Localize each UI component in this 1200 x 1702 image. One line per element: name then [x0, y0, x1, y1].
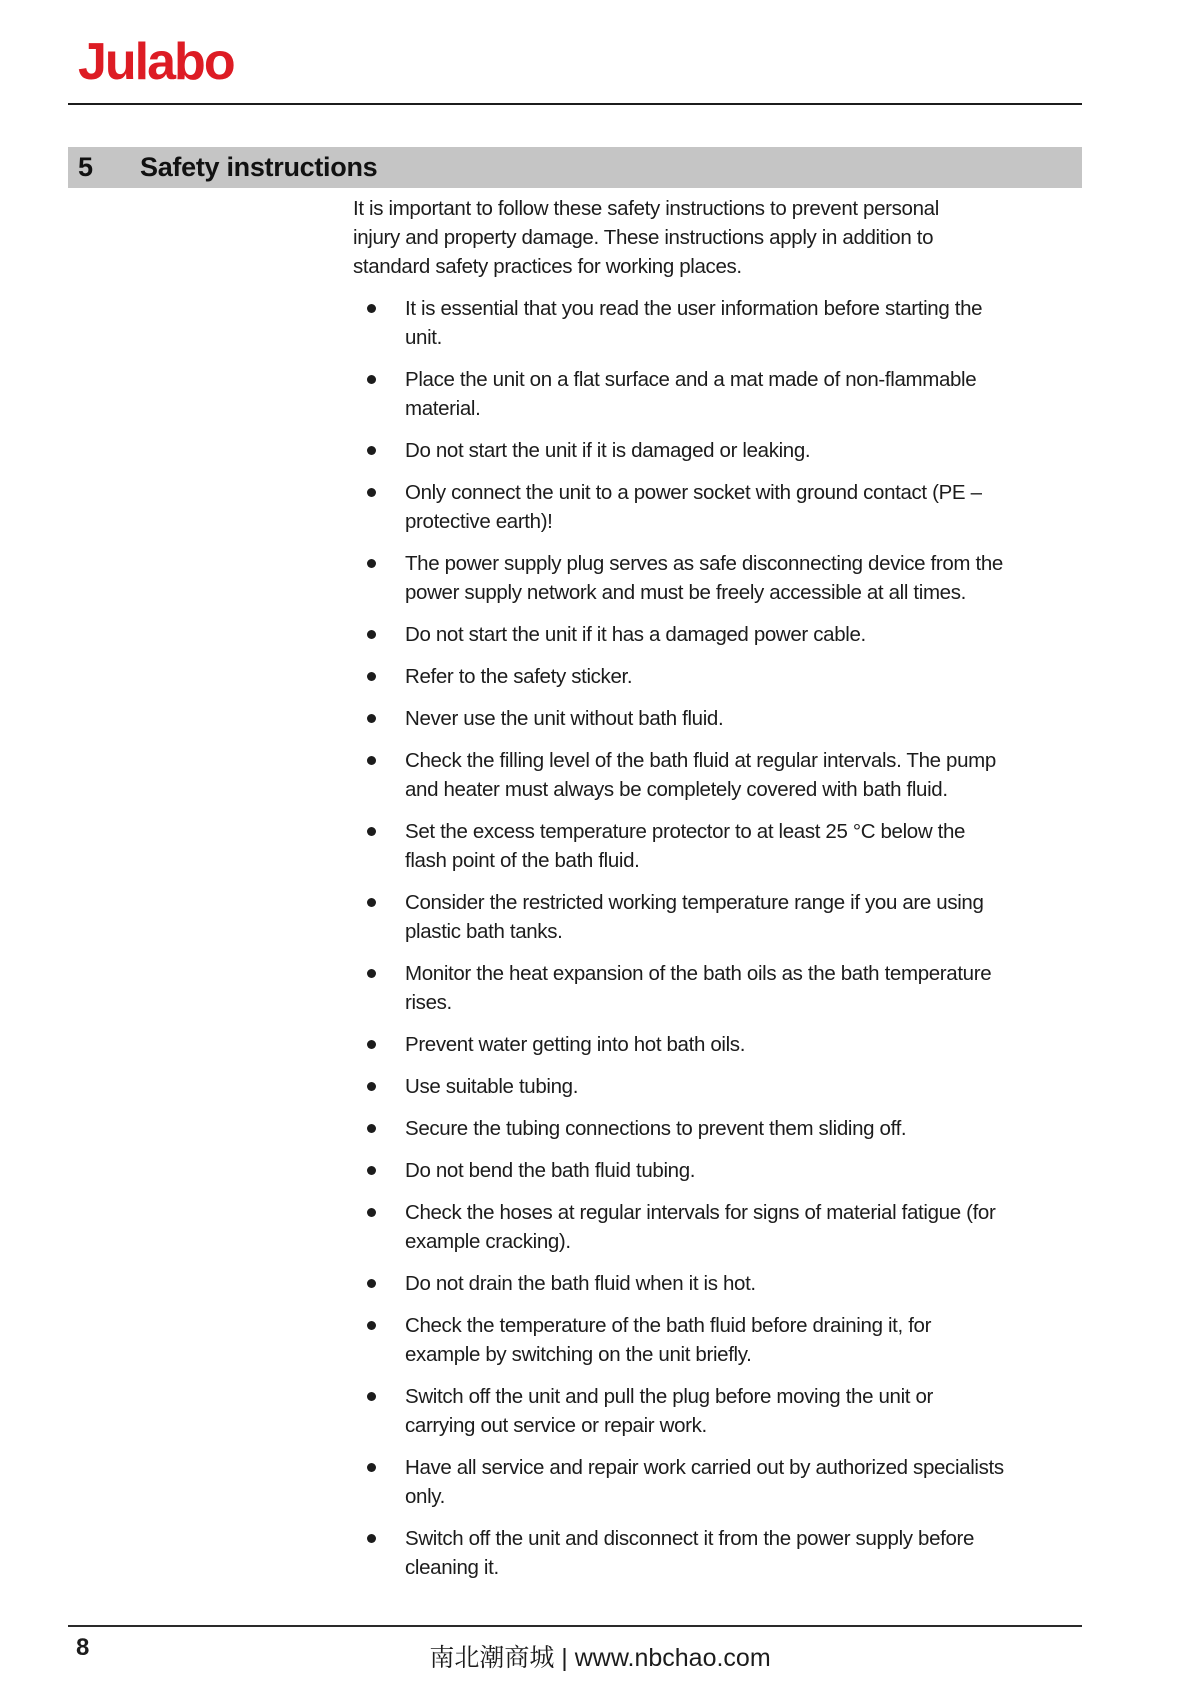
safety-instruction-item [353, 365, 1008, 423]
bullet-dot-icon [367, 1279, 376, 1288]
safety-instruction-item [353, 549, 1008, 607]
safety-instruction-item [353, 1114, 1008, 1143]
safety-instruction-text: Switch off the unit and pull the plug before moving the unit or carrying out service or repair work. [405, 1385, 934, 1437]
safety-instruction-item [353, 1269, 1008, 1298]
safety-instruction-text: Only connect the unit to a power socket with ground contact (PE – protective earth)! [405, 481, 982, 533]
safety-instruction-text: Have all service and repair work carried out by authorized specialists only. [405, 1456, 1004, 1508]
safety-instruction-item [353, 1072, 1008, 1101]
safety-instruction-item [353, 959, 1008, 1017]
safety-instruction-item [353, 1198, 1008, 1256]
safety-instruction-item [353, 1382, 1008, 1440]
bullet-dot-icon [367, 714, 376, 723]
safety-instruction-item [353, 1524, 1008, 1582]
section-body [353, 194, 1033, 1595]
bullet-dot-icon [367, 756, 376, 765]
safety-instruction-item [353, 1156, 1008, 1185]
safety-instruction-text: Monitor the heat expansion of the bath oils as the bath temperature rises. [405, 962, 992, 1014]
bullet-dot-icon [367, 969, 376, 978]
bullet-dot-icon [367, 446, 376, 455]
safety-instruction-item [353, 704, 1008, 733]
bullet-dot-icon [367, 1040, 376, 1049]
safety-instruction-text: Place the unit on a flat surface and a mat made of non-flammable material. [405, 368, 977, 420]
safety-instruction-text: Secure the tubing connections to prevent them sliding off. [405, 1117, 907, 1140]
safety-instruction-text: Check the filling level of the bath fluid at regular intervals. The pump and heater must always be completely covered with bath fluid. [405, 749, 996, 801]
bullet-dot-icon [367, 1321, 376, 1330]
safety-instruction-text: Refer to the safety sticker. [405, 665, 633, 688]
safety-instruction-text: Switch off the unit and disconnect it from the power supply before cleaning it. [405, 1527, 975, 1579]
julabo-logo: Julabo [78, 33, 234, 91]
safety-instruction-item [353, 888, 1008, 946]
safety-instruction-text: Do not start the unit if it is damaged or leaking. [405, 439, 811, 462]
bullet-dot-icon [367, 304, 376, 313]
section-title: Safety instructions [140, 152, 378, 182]
safety-instruction-item [353, 817, 1008, 875]
safety-instruction-text: Consider the restricted working temperature range if you are using plastic bath tanks. [405, 891, 984, 943]
safety-instruction-item [353, 620, 1008, 649]
footer-divider [68, 1625, 1082, 1627]
safety-instruction-item [353, 746, 1008, 804]
safety-instruction-item [353, 1311, 1008, 1369]
safety-instruction-item [353, 478, 1008, 536]
watermark-text: 南北潮商城 | www.nbchao.com [429, 1644, 771, 1672]
section-number: 5 [78, 152, 94, 182]
bullet-dot-icon [367, 827, 376, 836]
safety-instruction-item [353, 1453, 1008, 1511]
safety-instruction-text: Do not bend the bath fluid tubing. [405, 1159, 696, 1182]
safety-instruction-text: Set the excess temperature protector to at least 25 °C below the flash point of the bath fluid. [405, 820, 966, 872]
section-header [68, 147, 1082, 188]
safety-instruction-item [353, 294, 1008, 352]
header-divider [68, 103, 1082, 105]
bullet-dot-icon [367, 559, 376, 568]
bullet-dot-icon [367, 375, 376, 384]
intro-paragraph: It is important to follow these safety instructions to prevent personal injury and property damage. These instructions apply in addition to standard safety practices for working places. [353, 197, 939, 278]
safety-instruction-text: Check the hoses at regular intervals for signs of material fatigue (for example cracking). [405, 1201, 996, 1253]
page-number: 8 [76, 1634, 90, 1661]
safety-instruction-item [353, 1030, 1008, 1059]
safety-instruction-text: Check the temperature of the bath fluid before draining it, for example by switching on the unit briefly. [405, 1314, 932, 1366]
safety-instruction-text: It is essential that you read the user information before starting the unit. [405, 297, 983, 349]
safety-instruction-item [353, 436, 1008, 465]
bullet-dot-icon [367, 1534, 376, 1543]
bullet-dot-icon [367, 672, 376, 681]
bullet-dot-icon [367, 1166, 376, 1175]
safety-instruction-text: The power supply plug serves as safe disconnecting device from the power supply network and must be freely accessible at all times. [405, 552, 1003, 604]
safety-instruction-text: Do not start the unit if it has a damaged power cable. [405, 623, 866, 646]
bullet-dot-icon [367, 488, 376, 497]
bullet-dot-icon [367, 898, 376, 907]
safety-instruction-text: Use suitable tubing. [405, 1075, 579, 1098]
safety-instructions-list [353, 294, 1033, 1582]
safety-instruction-text: Do not drain the bath fluid when it is hot. [405, 1272, 756, 1295]
bullet-dot-icon [367, 1463, 376, 1472]
safety-instruction-item [353, 662, 1008, 691]
safety-instruction-text: Prevent water getting into hot bath oils. [405, 1033, 746, 1056]
bullet-dot-icon [367, 1082, 376, 1091]
bullet-dot-icon [367, 1208, 376, 1217]
bullet-dot-icon [367, 1124, 376, 1133]
bullet-dot-icon [367, 630, 376, 639]
safety-instruction-text: Never use the unit without bath fluid. [405, 707, 724, 730]
bullet-dot-icon [367, 1392, 376, 1401]
